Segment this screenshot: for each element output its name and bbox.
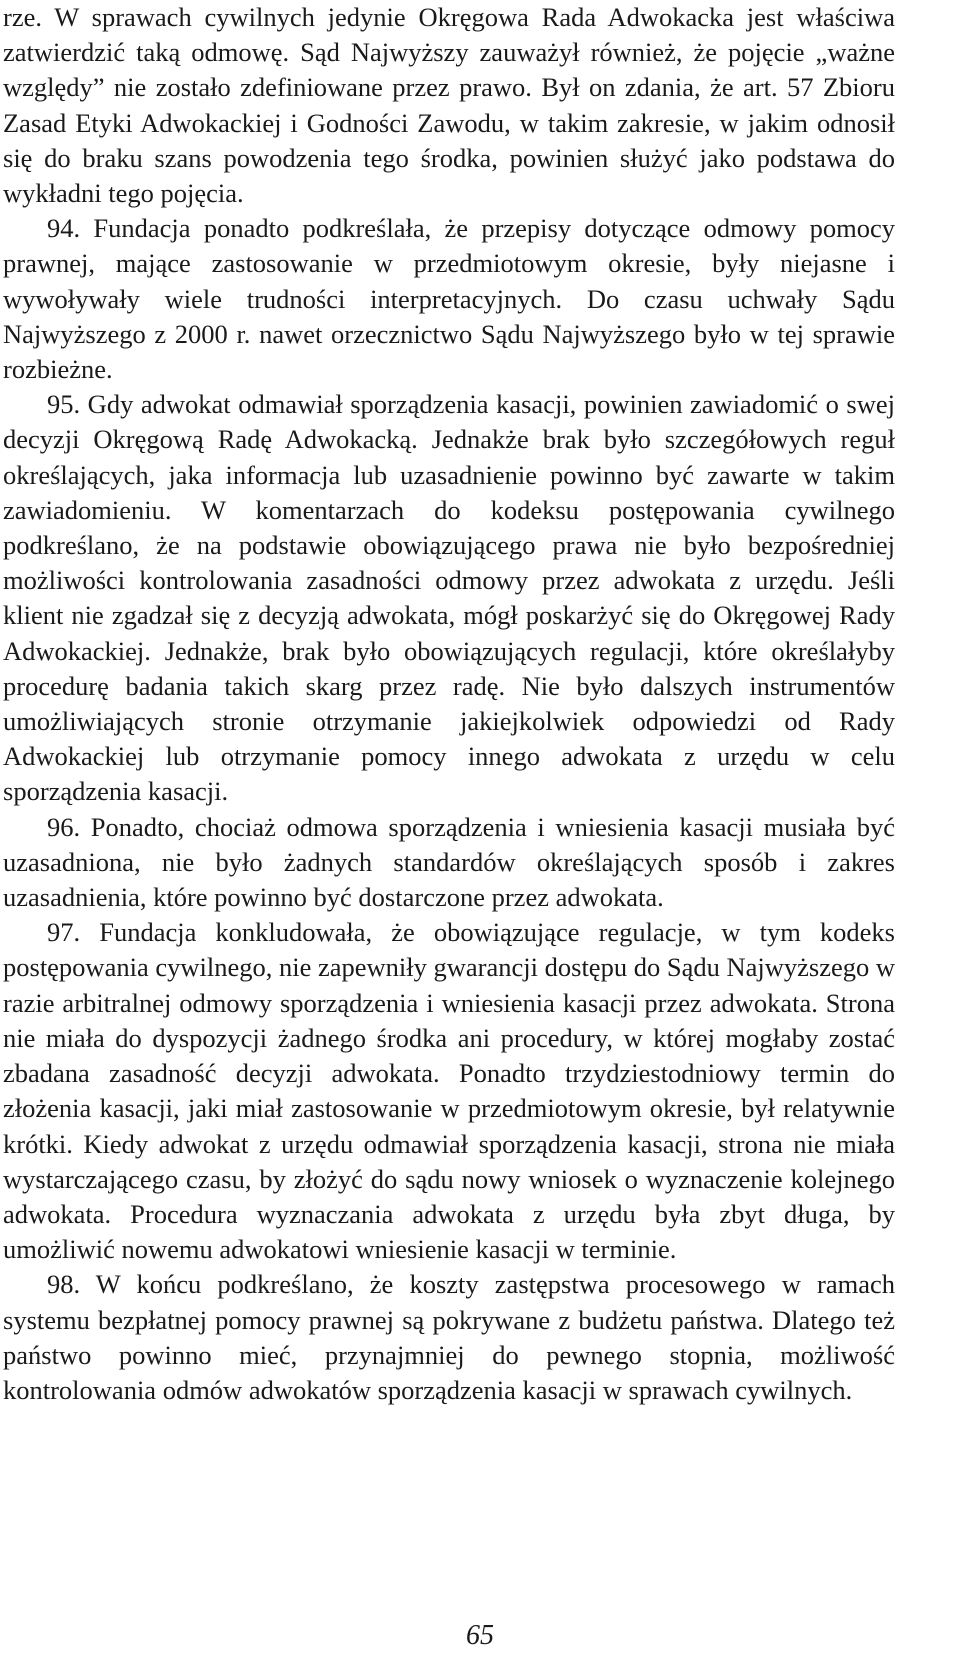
- paragraph-93-continuation: rze. W sprawach cywilnych jedynie Okręgowa Rada Adwokacka jest właściwa zatwierdzić taką odmowę. Sąd Najwyższy zauważył również, że pojęcie „ważne względy” nie zostało zdefiniowane przez prawo. Był on zdania, że art. 57 Zbioru Zasad Etyki Adwokackiej i Godności Zawodu, w takim zakresie, w jakim odnosił się do braku szans powodzenia tego środka, powinien służyć jako podstawa do wykładni tego pojęcia.: [3, 2, 895, 209]
- paragraph-98: 98. W końcu podkreślano, że koszty zastępstwa procesowego w ramach systemu bezpłatnej pomocy prawnej są pokrywane z budżetu państwa. Dlatego też państwo powinno mieć, przynajmniej do pewnego stopnia, możliwość kontrolowania odmów adwokatów sporządzenia kasacji w sprawach cywilnych.: [3, 1269, 895, 1405]
- paragraph-94: 94. Fundacja ponadto podkreślała, że przepisy dotyczące odmowy pomocy prawnej, mające zastosowanie w przedmiotowym okresie, były niejasne i wywoływały wiele trudności interpretacyjnych. Do czasu uchwały Sądu Najwyższego z 2000 r. nawet orzecznictwo Sądu Najwyższego było w tej sprawie rozbieżne.: [3, 213, 895, 385]
- paragraph-96: 96. Ponadto, chociaż odmowa sporządzenia i wniesienia kasacji musiała być uzasadniona, nie było żadnych standardów określających sposób i zakres uzasadnienia, które powinno być dostarczone przez adwokata.: [3, 811, 895, 913]
- paragraph-95: 95. Gdy adwokat odmawiał sporządzenia kasacji, powinien zawiadomić o swej decyzji Okręgową Radę Adwokacką. Jednakże brak było szczegółowych reguł określających, jaka informacja lub uzasadnienie powinno być zawarte w takim zawiadomieniu. W komentarzach do kodeksu postępowania cywilnego podkreślano, że na podstawie obowiązującego prawa nie było bezpośredniej możliwości kontrolowania zasadności odmowy przez adwokata z urzędu. Jeśli klient nie zgadzał się z decyzją adwokata, mógł poskarżyć się do Okręgowej Rady Adwokackiej. Jednakże, brak było obowiązujących regulacji, które określałyby procedurę badania takich skarg przez radę. Nie było dalszych instrumentów umożliwiających stronie otrzymanie jakiejkolwiek odpowiedzi od Rady Adwokackiej lub otrzymanie pomocy innego adwokata z urzędu w celu sporządzenia kasacji.: [3, 389, 895, 807]
- document-body: [3, 0, 895, 1408]
- paragraph-97: 97. Fundacja konkludowała, że obowiązujące regulacje, w tym kodeks postępowania cywilnego, nie zapewniły gwarancji dostępu do Sądu Najwyższego w razie arbitralnej odmowy sporządzenia i wniesienia kasacji przez adwokata. Strona nie miała do dyspozycji żadnego środka ani procedury, w której mogłaby zostać zbadana zasadność decyzji adwokata. Ponadto trzydziestodniowy termin do złożenia kasacji, jaki miał zastosowanie w przedmiotowym okresie, był relatywnie krótki. Kiedy adwokat z urzędu odmawiał sporządzenia kasacji, strona nie miała wystarczającego czasu, by złożyć do sądu nowy wniosek o wyznaczenie kolejnego adwokata. Procedura wyznaczania adwokata z urzędu była zbyt długa, by umożliwić nowemu adwokatowi wniesienie kasacji w terminie.: [3, 917, 895, 1265]
- page-number: 65: [466, 1620, 494, 1651]
